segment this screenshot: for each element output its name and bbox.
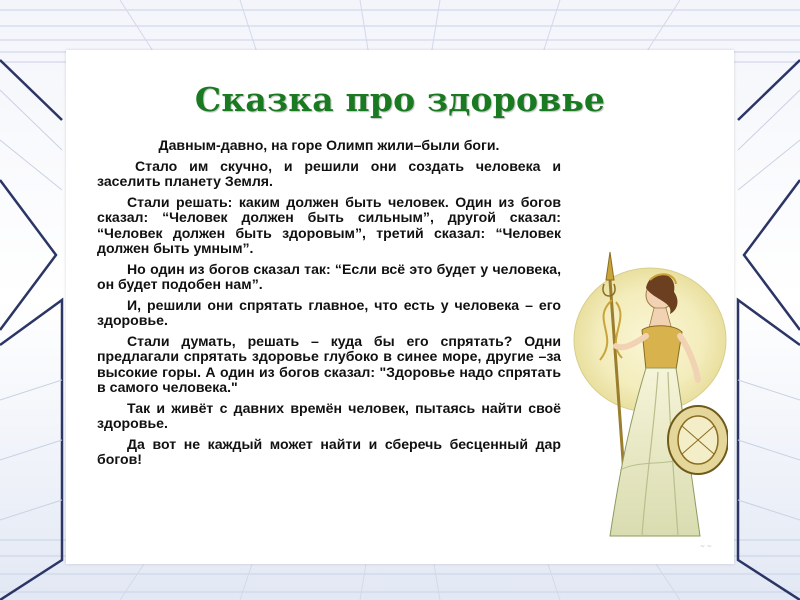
paragraph-6: Стали думать, решать – куда бы его спрятать? Одни предлагали спрятать здоровье глубоко в синее море, другие –за высокие горы. А один из богов сказал: "Здоровье надо спрятать в самого человека." [97, 332, 561, 395]
slide-title: Сказка про здоровье [194, 80, 606, 119]
svg-text:~ ~: ~ ~ [700, 543, 712, 550]
goddess-illustration [550, 240, 728, 552]
goddess-icon [550, 240, 728, 552]
paragraph-1: Давным-давно, на горе Олимп жили–были боги. [158, 137, 500, 153]
paragraph-7: Так и живёт с давних времён человек, пытаясь найти своё здоровье. [97, 399, 561, 431]
paragraph-2: Стало им скучно, и решили они создать человека и заселить планету Земля. [97, 157, 561, 189]
slide-panel [66, 50, 734, 564]
paragraph-3: Стали решать: каким должен быть человек. Один из богов сказал: “Человек должен быть сильным”, другой сказал: “Человек должен быть здоровым”, третий сказал: “Человек должен быть умным”. [97, 193, 561, 256]
paragraph-5: И, решили они спрятать главное, что есть у человека – его здоровье. [97, 296, 561, 328]
paragraph-8: Да вот не каждый может найти и сберечь бесценный дар богов! [97, 435, 561, 467]
paragraph-4: Но один из богов сказал так: “Если всё это будет у человека, он будет подобен нам”. [97, 260, 561, 292]
story-text [97, 138, 561, 473]
